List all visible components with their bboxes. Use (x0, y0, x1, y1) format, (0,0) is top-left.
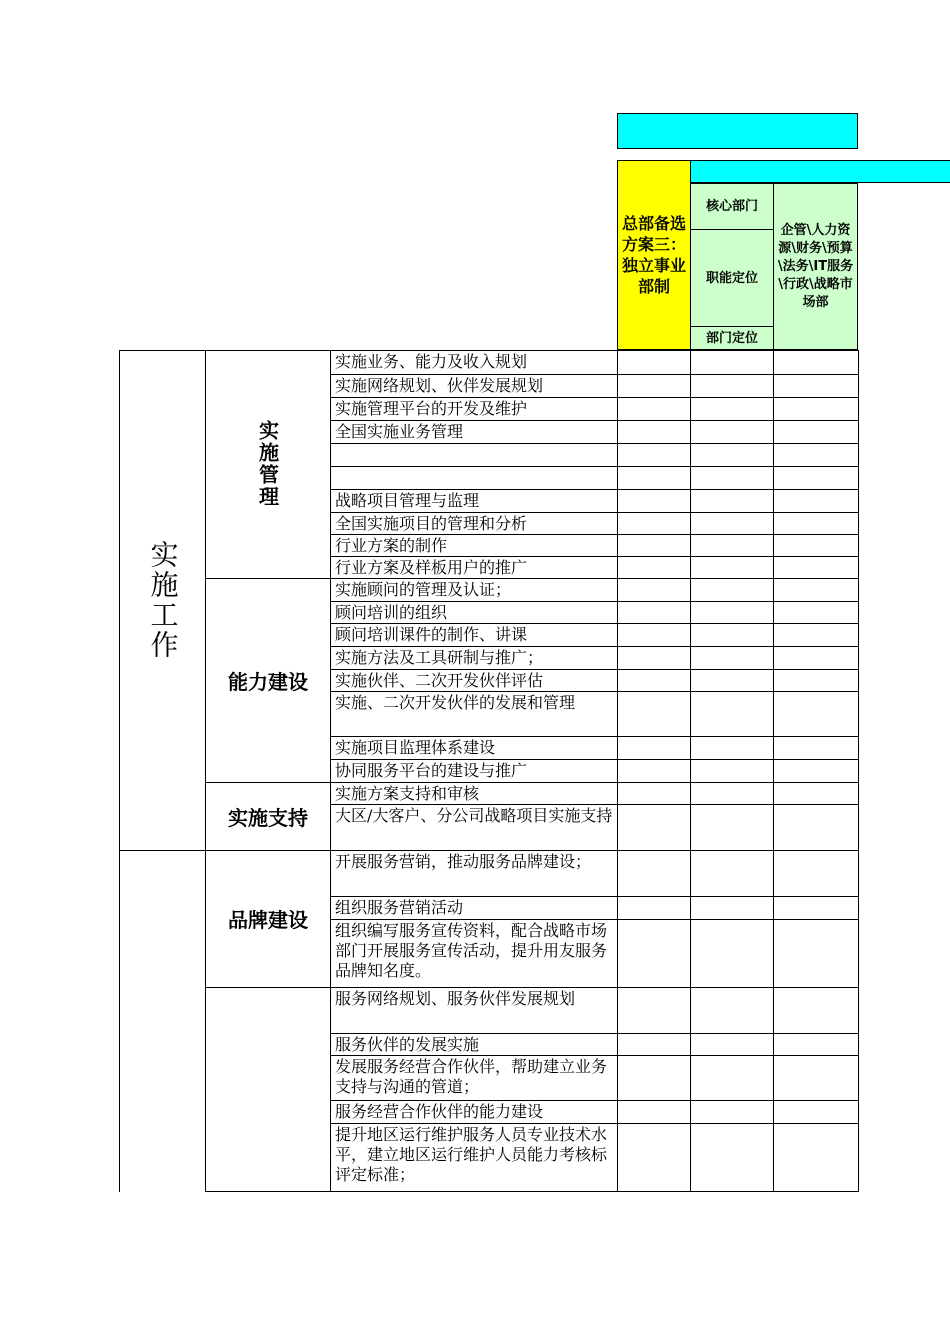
task-item: 实施项目监理体系建设 (335, 738, 496, 757)
task-item: 发展服务经营合作伙伴，帮助建立业务支持与沟通的管道； (335, 1057, 608, 1096)
sub-banner (690, 160, 950, 183)
core-dept-header: 核心部门 (690, 183, 774, 230)
top-banner (617, 113, 858, 149)
row-divider (330, 1191, 859, 1192)
body-top-border (119, 350, 859, 351)
column-line (330, 350, 331, 1192)
task-item: 提升地区运行维护服务人员专业技术水平，建立地区运行维护人员能力考核标评定标准； (335, 1125, 608, 1184)
task-item: 服务伙伴的发展实施 (335, 1035, 480, 1054)
task-item: 顾问培训课件的制作、讲课 (335, 625, 528, 644)
task-item: 实施顾问的管理及认证； (335, 580, 512, 599)
column-line (119, 350, 120, 1192)
group-label (206, 782, 330, 850)
task-item: 行业方案及样板用户的推广 (335, 558, 528, 577)
task-item: 行业方案的制作 (335, 536, 448, 555)
group-label-text: 实施支持 (228, 805, 308, 830)
task-item: 实施业务、能力及收入规划 (335, 352, 528, 371)
column-line (690, 350, 691, 1192)
task-item: 全国实施项目的管理和分析 (335, 514, 528, 533)
group-divider (205, 1191, 330, 1192)
task-item: 大区/大客户、分公司战略项目实施支持 (335, 806, 613, 825)
task-item: 组织服务营销活动 (335, 898, 464, 917)
section-label-text: 实施工作 (146, 540, 180, 660)
support-depts-header: 企管\人力资源\财务\预算\法务\IT服务\行政\战略市场部 (773, 183, 858, 350)
group-label (206, 350, 330, 578)
column-line (858, 350, 859, 1192)
plan-header (617, 160, 691, 350)
function-position-header: 职能定位 (690, 229, 774, 327)
task-item: 战略项目管理与监理 (335, 491, 480, 510)
group-label-text: 品牌建设 (228, 908, 308, 932)
group-label-text: 实施管理 (255, 420, 280, 508)
group-label (206, 850, 330, 987)
task-item: 实施方案支持和审核 (335, 784, 480, 803)
task-item: 服务网络规划、服务伙伴发展规划 (335, 989, 576, 1008)
group-label (206, 987, 330, 1191)
plan-header-label: 总部备选方案三：独立事业部制 (621, 214, 686, 296)
column-line (617, 350, 618, 1192)
task-item: 开展服务营销，推动服务品牌建设； (335, 852, 592, 871)
dept-position-header: 部门定位 (690, 326, 774, 350)
task-item (331, 444, 617, 466)
section-label (120, 350, 205, 850)
task-item (331, 467, 617, 489)
group-label (206, 578, 330, 782)
group-label-text: 能力建设 (228, 669, 308, 694)
task-item: 实施网络规划、伙伴发展规划 (335, 376, 544, 395)
task-item: 服务经营合作伙伴的能力建设 (335, 1102, 544, 1121)
column-line (205, 350, 206, 1192)
task-item: 实施方法及工具研制与推广； (335, 648, 544, 667)
column-line (773, 350, 774, 1192)
task-item: 顾问培训的组织 (335, 603, 448, 622)
task-item: 组织编写服务宣传资料，配合战略市场部门开展服务宣传活动，提升用友服务品牌知名度。 (335, 921, 608, 980)
task-item: 实施伙伴、二次开发伙伴评估 (335, 671, 544, 690)
task-item: 全国实施业务管理 (335, 422, 464, 441)
task-item: 实施、二次开发伙伴的发展和管理 (335, 693, 576, 712)
task-item: 协同服务平台的建设与推广 (335, 761, 528, 780)
task-item: 实施管理平台的开发及维护 (335, 399, 528, 418)
section-label (120, 850, 205, 1191)
